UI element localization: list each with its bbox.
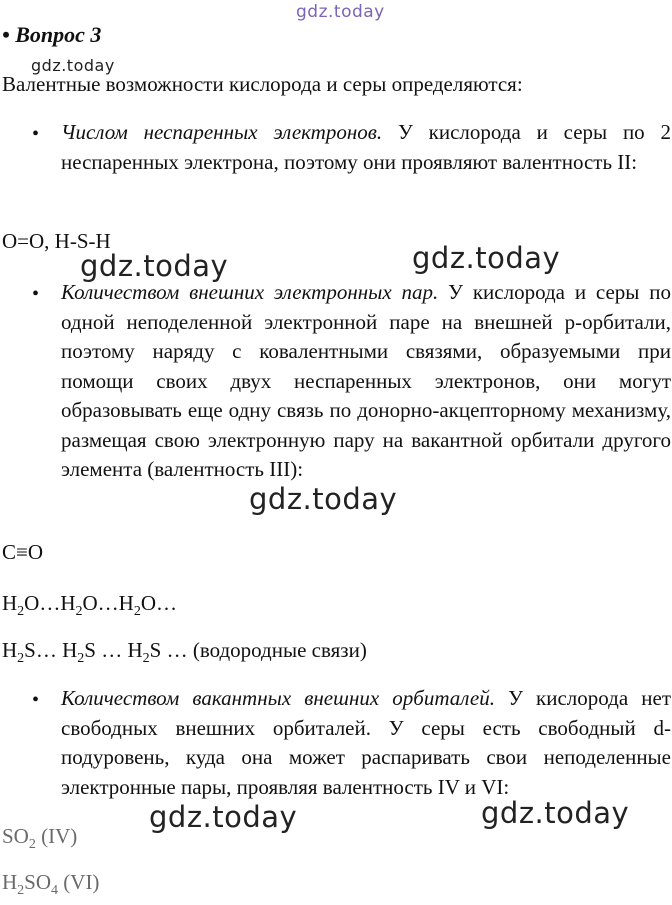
watermark-large-5: gdz.today xyxy=(481,796,630,830)
bullet-2-marker: • xyxy=(32,283,40,305)
watermark-top: gdz.today xyxy=(296,2,385,22)
f3-a: H xyxy=(2,591,18,615)
bullet-3-marker: • xyxy=(32,689,40,711)
f4-c: S … H xyxy=(84,638,143,662)
f6-a-sub: 2 xyxy=(17,883,25,899)
f3-a-sub: 2 xyxy=(17,604,25,620)
watermark-small: gdz.today xyxy=(31,56,115,75)
f4-c-sub: 2 xyxy=(142,651,150,667)
f6-b-sub: 4 xyxy=(51,883,59,899)
bullet-3-paragraph xyxy=(61,684,671,802)
formula-oxygen-h2s: O=O, H-S-H xyxy=(2,229,111,253)
watermark-large-4: gdz.today xyxy=(149,800,298,834)
question-heading: • Вопрос 3 xyxy=(2,22,102,47)
formula-h2so4 xyxy=(2,868,99,905)
f5-b: (IV) xyxy=(35,824,78,848)
bullet-1-text: У кислорода и серы по 2 неспаренных электрона, поэтому они проявляют валентность II: xyxy=(61,120,671,174)
watermark-large-1: gdz.today xyxy=(80,249,229,283)
f3-b-sub: 2 xyxy=(75,604,83,620)
f5-a-sub: 2 xyxy=(28,837,36,853)
watermark-large-2: gdz.today xyxy=(412,241,561,275)
bullet-1-lead: Числом неспаренных электронов. xyxy=(61,120,383,144)
f4-d: S … (водородные связи) xyxy=(149,638,367,662)
f3-b: O…H xyxy=(24,591,76,615)
f6-c: (VI) xyxy=(58,870,100,894)
f3-c: O…H xyxy=(82,591,134,615)
bullet-2-text: У кислорода и серы по одной неподеленной электронной паре на внешней р-орбитали, поэтому наряду с ковалентными связями, образуемыми при помощи своих двух неспаренных электронов, они могут образовывать еще одну связь по донорно-акцепторному механизму, размещая свою электронную пару на вакантной орбитали другого элемента (валентность III): xyxy=(61,280,671,481)
f4-a: H xyxy=(2,638,18,662)
formula-h2s-chain xyxy=(2,636,367,673)
bullet-3-text: У кислорода нет свободных внешних орбиталей. У серы есть свободный d-подуровень, куда она может распаривать свои неподеленные электронные пары, проявляя валентность IV и VI: xyxy=(61,686,672,799)
bullet-1-marker: • xyxy=(32,123,40,145)
f3-d: O… xyxy=(140,591,178,615)
f6-a: H xyxy=(2,870,18,894)
f6-b: SO xyxy=(24,870,52,894)
f4-b: S… H xyxy=(24,638,78,662)
f5-a: SO xyxy=(2,824,29,848)
formula-carbon-monoxide: C≡O xyxy=(2,540,44,564)
formula-water-chain xyxy=(2,589,177,626)
formula-so2 xyxy=(2,822,77,859)
bullet-1-paragraph xyxy=(61,118,671,177)
f3-c-sub: 2 xyxy=(133,604,141,620)
bullet-2-paragraph xyxy=(61,278,671,485)
intro-text: Валентные возможности кислорода и серы определяются: xyxy=(2,72,523,96)
bullet-2-lead: Количеством внешних электронных пар. xyxy=(61,280,439,304)
bullet-3-lead: Количеством вакантных внешних орбиталей. xyxy=(61,686,496,710)
f4-b-sub: 2 xyxy=(77,651,85,667)
f4-a-sub: 2 xyxy=(17,651,25,667)
watermark-large-3: gdz.today xyxy=(249,482,398,516)
